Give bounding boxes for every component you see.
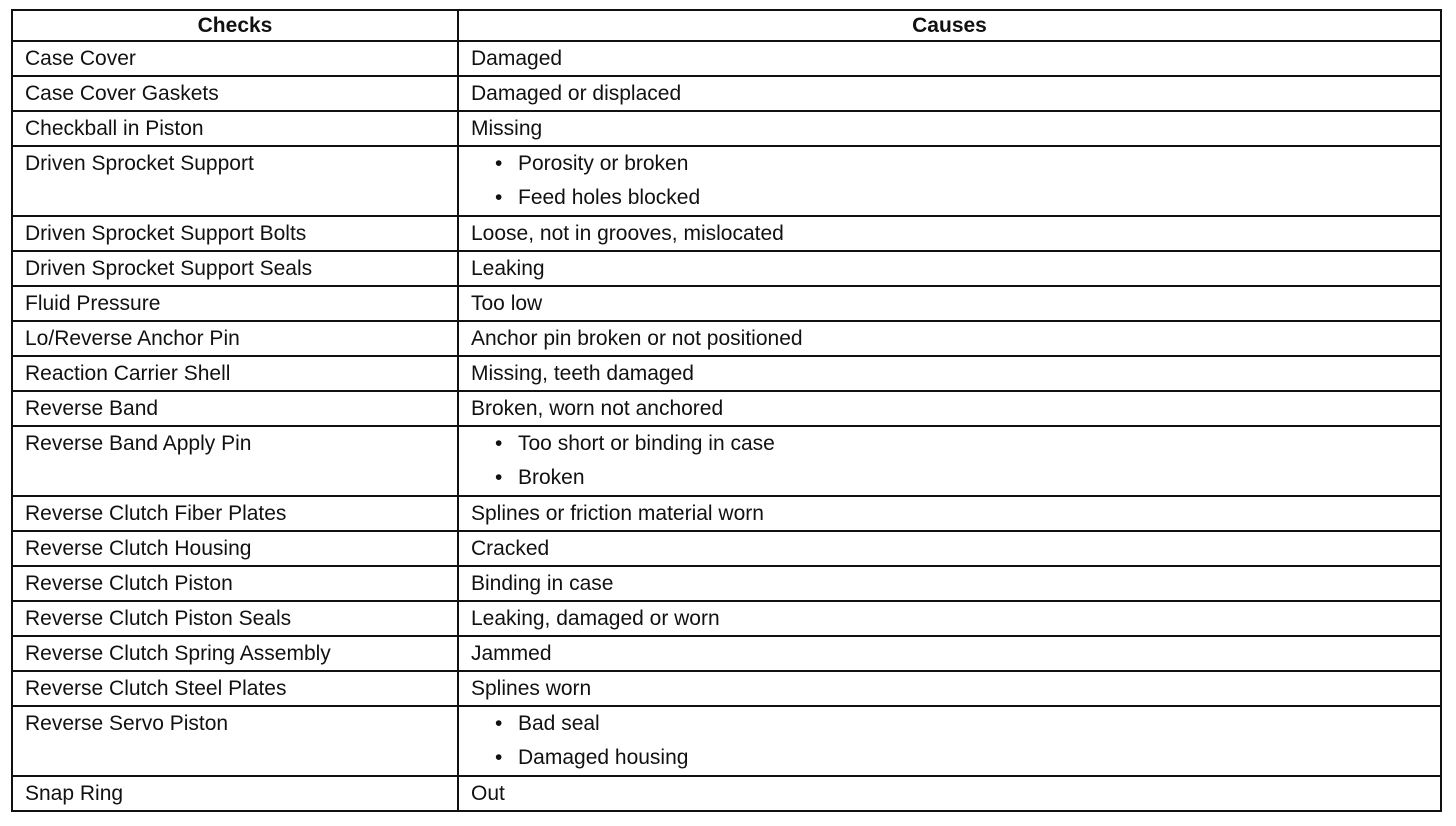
table-header-row [12, 10, 1441, 41]
bullet-icon: • [495, 152, 503, 175]
cause-text: Leaking, damaged or worn [471, 607, 720, 630]
cause-cell [458, 356, 1441, 391]
cause-bullet-item [471, 147, 1440, 181]
table-row [12, 41, 1441, 76]
table-row [12, 776, 1441, 811]
table-row [12, 356, 1441, 391]
table-row [12, 146, 1441, 216]
cause-text: Binding in case [471, 572, 614, 595]
cause-cell [458, 601, 1441, 636]
cause-text: Bad seal [518, 712, 600, 735]
checks-causes-table-wrapper [11, 9, 1442, 812]
check-cell: Fluid Pressure [12, 286, 458, 321]
check-cell: Reverse Clutch Fiber Plates [12, 496, 458, 531]
cause-cell [458, 111, 1441, 146]
cause-cell [458, 636, 1441, 671]
column-header-causes: Causes [458, 10, 1441, 41]
check-cell: Reaction Carrier Shell [12, 356, 458, 391]
check-cell: Driven Sprocket Support [12, 146, 458, 216]
table-row [12, 391, 1441, 426]
cause-text: Leaking [471, 257, 545, 280]
cause-text: Splines or friction material worn [471, 502, 764, 525]
check-cell: Reverse Clutch Housing [12, 531, 458, 566]
cause-text: Feed holes blocked [518, 186, 701, 209]
cause-bullet-list [471, 427, 1440, 495]
cause-bullet-item [471, 427, 1440, 461]
check-cell: Reverse Clutch Steel Plates [12, 671, 458, 706]
cause-text: Too short or binding in case [518, 432, 775, 455]
check-cell: Reverse Servo Piston [12, 706, 458, 776]
check-cell: Driven Sprocket Support Bolts [12, 216, 458, 251]
cause-cell [458, 216, 1441, 251]
cause-text: Missing [471, 117, 543, 140]
check-cell: Driven Sprocket Support Seals [12, 251, 458, 286]
cause-text: Porosity or broken [518, 152, 689, 175]
table-row [12, 111, 1441, 146]
cause-cell [458, 251, 1441, 286]
bullet-icon: • [495, 746, 503, 769]
table-row [12, 251, 1441, 286]
cause-text: Broken, worn not anchored [471, 397, 724, 420]
bullet-icon: • [495, 186, 503, 209]
check-cell: Case Cover Gaskets [12, 76, 458, 111]
bullet-icon: • [495, 432, 503, 455]
cause-bullet-item [471, 461, 1440, 495]
check-cell: Snap Ring [12, 776, 458, 811]
table-row [12, 531, 1441, 566]
cause-cell [458, 391, 1441, 426]
table-row [12, 636, 1441, 671]
table-row [12, 671, 1441, 706]
cause-text: Damaged housing [518, 746, 689, 769]
bullet-icon: • [495, 466, 503, 489]
cause-cell [458, 776, 1441, 811]
cause-cell [458, 41, 1441, 76]
cause-bullet-item [471, 181, 1440, 215]
table-row [12, 216, 1441, 251]
cause-text: Anchor pin broken or not positioned [471, 327, 803, 350]
cause-cell [458, 321, 1441, 356]
cause-cell [458, 566, 1441, 601]
cause-bullet-list [471, 147, 1440, 215]
check-cell: Reverse Clutch Spring Assembly [12, 636, 458, 671]
cause-text: Damaged or displaced [471, 82, 682, 105]
table-row [12, 426, 1441, 496]
cause-cell [458, 531, 1441, 566]
cause-text: Loose, not in grooves, mislocated [471, 222, 784, 245]
cause-text: Broken [518, 466, 585, 489]
check-cell: Case Cover [12, 41, 458, 76]
check-cell: Checkball in Piston [12, 111, 458, 146]
check-cell: Reverse Clutch Piston Seals [12, 601, 458, 636]
cause-text: Out [471, 782, 505, 805]
table-row [12, 706, 1441, 776]
cause-bullet-item [471, 741, 1440, 775]
cause-cell [458, 671, 1441, 706]
cause-cell [458, 76, 1441, 111]
cause-text: Missing, teeth damaged [471, 362, 694, 385]
cause-text: Too low [471, 292, 543, 315]
table-row [12, 321, 1441, 356]
check-cell: Reverse Band Apply Pin [12, 426, 458, 496]
bullet-icon: • [495, 712, 503, 735]
cause-text: Cracked [471, 537, 550, 560]
cause-cell [458, 286, 1441, 321]
cause-cell [458, 426, 1441, 496]
table-row [12, 76, 1441, 111]
table-row [12, 566, 1441, 601]
table-body [12, 41, 1441, 811]
cause-text: Damaged [471, 47, 563, 70]
check-cell: Lo/Reverse Anchor Pin [12, 321, 458, 356]
table-row [12, 286, 1441, 321]
cause-bullet-item [471, 707, 1440, 741]
cause-bullet-list [471, 707, 1440, 775]
table-row [12, 601, 1441, 636]
checks-causes-table [11, 9, 1442, 812]
column-header-checks: Checks [12, 10, 458, 41]
check-cell: Reverse Clutch Piston [12, 566, 458, 601]
cause-text: Splines worn [471, 677, 592, 700]
cause-cell [458, 706, 1441, 776]
cause-cell [458, 496, 1441, 531]
cause-text: Jammed [471, 642, 552, 665]
table-row [12, 496, 1441, 531]
check-cell: Reverse Band [12, 391, 458, 426]
cause-cell [458, 146, 1441, 216]
